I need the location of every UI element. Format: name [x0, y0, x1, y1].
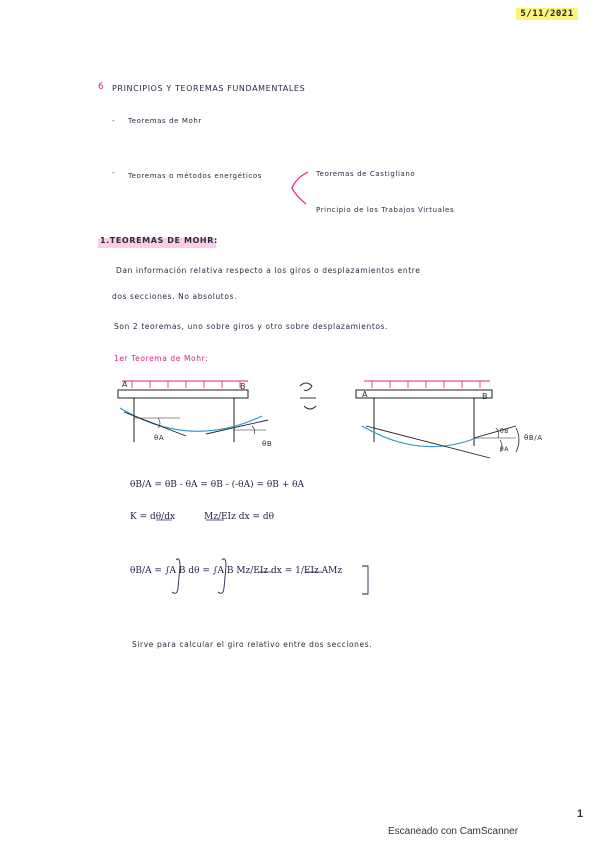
label-b-right: B: [482, 392, 489, 401]
paragraph-line: Dan información relativa respecto a los giros o desplazamientos entre: [116, 266, 421, 275]
formula-curvature: K = dθ/dx: [130, 512, 176, 522]
evaluation-bracket: [362, 566, 368, 594]
bullet-dash: -: [112, 116, 116, 125]
subheading: 1er Teorema de Mohr:: [114, 354, 209, 363]
formula-relative-rotation: θB/A = θB - θA = θB - (-θA) = θB + θA: [130, 480, 305, 490]
integral-sign-2: [218, 559, 226, 593]
label-theta-ba-right: θB/A: [524, 434, 543, 442]
bullet-text: Teoremas o métodos energéticos: [128, 172, 262, 180]
bullet-text: Teoremas de Mohr: [128, 117, 202, 125]
branch-trabajos-virtuales: Principio de los Trabajos Virtuales: [316, 206, 455, 214]
label-theta-a-left: θA: [154, 434, 165, 442]
brace: [292, 172, 308, 204]
bullet-dash: -: [112, 168, 116, 177]
section-title: 1.TEOREMAS DE MOHR:: [100, 236, 218, 245]
label-theta-a-right: θA: [500, 446, 509, 453]
date-tag: 5/11/2021: [516, 8, 578, 20]
formula-dtheta: Mz/EIz dx = dθ: [204, 512, 274, 522]
page-number: 1: [577, 808, 584, 820]
paragraph-line: dos secciones. No absolutos.: [112, 292, 238, 301]
integral-sign-1: [172, 559, 180, 593]
equivalence-symbol: [300, 383, 316, 409]
section-number: 6: [98, 82, 105, 92]
formula-mohr-integral: θB/A = ∫A B dθ = ∫A B Mz/EIz dx = 1/EIz AMz: [130, 566, 343, 576]
right-beam: [356, 381, 519, 458]
label-a-right: A: [362, 390, 369, 399]
branch-castigliano: Teoremas de Castigliano: [316, 170, 416, 178]
paragraph-line: Son 2 teoremas, uno sobre giros y otro sobre desplazamientos.: [114, 322, 389, 331]
conclusion: Sirve para calcular el giro relativo entre dos secciones.: [132, 640, 373, 649]
label-theta-b-right: θB: [500, 428, 509, 435]
scanner-footer: Escaneado con CamScanner: [388, 826, 519, 837]
label-b-left: B: [240, 382, 247, 391]
page-heading: PRINCIPIOS Y TEOREMAS FUNDAMENTALES: [112, 84, 306, 93]
label-a-left: A: [122, 380, 129, 389]
label-theta-b-left: θB: [262, 440, 273, 448]
